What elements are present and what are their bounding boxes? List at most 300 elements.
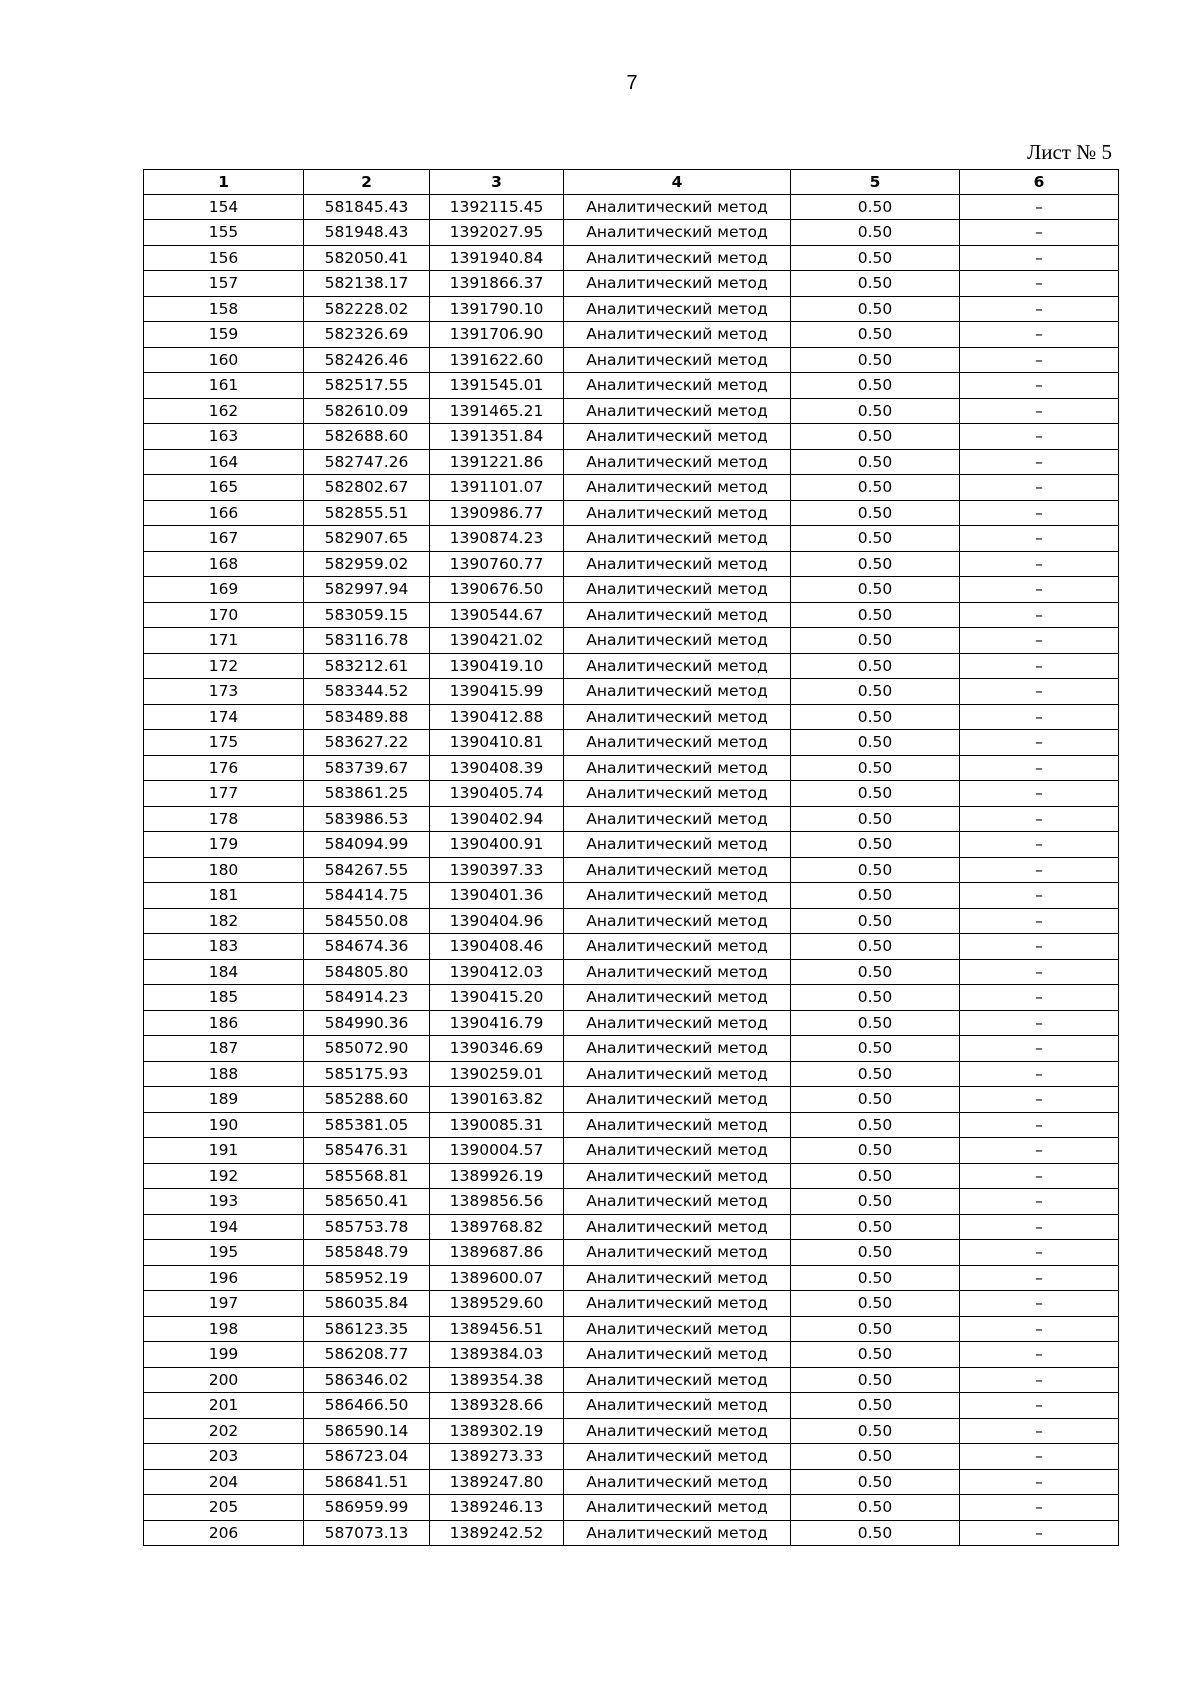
method-cell: Аналитический метод [564,1010,791,1036]
table-row [144,475,1119,501]
table-row [144,1520,1119,1546]
y-coordinate-cell: 1391706.90 [430,322,564,348]
note-cell: – [960,271,1119,297]
y-coordinate-cell: 1389247.80 [430,1469,564,1495]
point-number-cell: 201 [144,1393,304,1419]
table-row [144,806,1119,832]
y-coordinate-cell: 1390405.74 [430,781,564,807]
accuracy-cell: 0.50 [791,883,960,909]
y-coordinate-cell: 1391545.01 [430,373,564,399]
note-cell: – [960,398,1119,424]
accuracy-cell: 0.50 [791,730,960,756]
method-cell: Аналитический метод [564,424,791,450]
accuracy-cell: 0.50 [791,398,960,424]
accuracy-cell: 0.50 [791,1036,960,1062]
x-coordinate-cell: 586035.84 [304,1291,430,1317]
note-cell: – [960,296,1119,322]
accuracy-cell: 0.50 [791,832,960,858]
accuracy-cell: 0.50 [791,1112,960,1138]
accuracy-cell: 0.50 [791,220,960,246]
method-cell: Аналитический метод [564,832,791,858]
accuracy-cell: 0.50 [791,1240,960,1266]
accuracy-cell: 0.50 [791,424,960,450]
note-cell: – [960,1010,1119,1036]
point-number-cell: 184 [144,959,304,985]
point-number-cell: 182 [144,908,304,934]
point-number-cell: 192 [144,1163,304,1189]
y-coordinate-cell: 1391940.84 [430,245,564,271]
x-coordinate-cell: 583627.22 [304,730,430,756]
table-row [144,1342,1119,1368]
point-number-cell: 195 [144,1240,304,1266]
point-number-cell: 171 [144,628,304,654]
method-cell: Аналитический метод [564,755,791,781]
point-number-cell: 199 [144,1342,304,1368]
point-number-cell: 197 [144,1291,304,1317]
point-number-cell: 185 [144,985,304,1011]
y-coordinate-cell: 1391351.84 [430,424,564,450]
accuracy-cell: 0.50 [791,1393,960,1419]
x-coordinate-cell: 583116.78 [304,628,430,654]
accuracy-cell: 0.50 [791,347,960,373]
note-cell: – [960,1138,1119,1164]
x-coordinate-cell: 582326.69 [304,322,430,348]
column-header-5: 5 [791,170,960,195]
table-row [144,1138,1119,1164]
accuracy-cell: 0.50 [791,1291,960,1317]
point-number-cell: 178 [144,806,304,832]
y-coordinate-cell: 1389302.19 [430,1418,564,1444]
method-cell: Аналитический метод [564,551,791,577]
method-cell: Аналитический метод [564,1469,791,1495]
x-coordinate-cell: 585568.81 [304,1163,430,1189]
method-cell: Аналитический метод [564,959,791,985]
point-number-cell: 194 [144,1214,304,1240]
column-header-2: 2 [304,170,430,195]
method-cell: Аналитический метод [564,1342,791,1368]
y-coordinate-cell: 1390760.77 [430,551,564,577]
accuracy-cell: 0.50 [791,1010,960,1036]
x-coordinate-cell: 586466.50 [304,1393,430,1419]
note-cell: – [960,1520,1119,1546]
table-row [144,398,1119,424]
y-coordinate-cell: 1389456.51 [430,1316,564,1342]
x-coordinate-cell: 585476.31 [304,1138,430,1164]
column-header-1: 1 [144,170,304,195]
method-cell: Аналитический метод [564,653,791,679]
x-coordinate-cell: 582688.60 [304,424,430,450]
page-number: 7 [626,72,638,94]
note-cell: – [960,806,1119,832]
table-row [144,1214,1119,1240]
y-coordinate-cell: 1390408.39 [430,755,564,781]
y-coordinate-cell: 1391221.86 [430,449,564,475]
point-number-cell: 177 [144,781,304,807]
y-coordinate-cell: 1389687.86 [430,1240,564,1266]
y-coordinate-cell: 1389600.07 [430,1265,564,1291]
table-row [144,271,1119,297]
x-coordinate-cell: 583739.67 [304,755,430,781]
method-cell: Аналитический метод [564,398,791,424]
method-cell: Аналитический метод [564,1163,791,1189]
y-coordinate-cell: 1390412.03 [430,959,564,985]
point-number-cell: 191 [144,1138,304,1164]
x-coordinate-cell: 581948.43 [304,220,430,246]
accuracy-cell: 0.50 [791,577,960,603]
y-coordinate-cell: 1390401.36 [430,883,564,909]
table-row [144,1036,1119,1062]
y-coordinate-cell: 1390259.01 [430,1061,564,1087]
table-row [144,1444,1119,1470]
accuracy-cell: 0.50 [791,1495,960,1521]
method-cell: Аналитический метод [564,373,791,399]
x-coordinate-cell: 584674.36 [304,934,430,960]
x-coordinate-cell: 582907.65 [304,526,430,552]
accuracy-cell: 0.50 [791,373,960,399]
point-number-cell: 188 [144,1061,304,1087]
accuracy-cell: 0.50 [791,934,960,960]
column-header-3: 3 [430,170,564,195]
x-coordinate-cell: 586959.99 [304,1495,430,1521]
x-coordinate-cell: 587073.13 [304,1520,430,1546]
y-coordinate-cell: 1390410.81 [430,730,564,756]
point-number-cell: 154 [144,194,304,220]
coordinates-table [143,169,1119,1546]
note-cell: – [960,1291,1119,1317]
accuracy-cell: 0.50 [791,806,960,832]
accuracy-cell: 0.50 [791,271,960,297]
accuracy-cell: 0.50 [791,602,960,628]
method-cell: Аналитический метод [564,1418,791,1444]
method-cell: Аналитический метод [564,1214,791,1240]
x-coordinate-cell: 586590.14 [304,1418,430,1444]
x-coordinate-cell: 585952.19 [304,1265,430,1291]
x-coordinate-cell: 585072.90 [304,1036,430,1062]
method-cell: Аналитический метод [564,908,791,934]
y-coordinate-cell: 1389273.33 [430,1444,564,1470]
y-coordinate-cell: 1390415.99 [430,679,564,705]
accuracy-cell: 0.50 [791,1469,960,1495]
point-number-cell: 169 [144,577,304,603]
note-cell: – [960,1087,1119,1113]
table-row [144,500,1119,526]
accuracy-cell: 0.50 [791,1061,960,1087]
point-number-cell: 202 [144,1418,304,1444]
y-coordinate-cell: 1390004.57 [430,1138,564,1164]
accuracy-cell: 0.50 [791,1214,960,1240]
method-cell: Аналитический метод [564,1138,791,1164]
accuracy-cell: 0.50 [791,704,960,730]
x-coordinate-cell: 582517.55 [304,373,430,399]
x-coordinate-cell: 585848.79 [304,1240,430,1266]
accuracy-cell: 0.50 [791,1087,960,1113]
x-coordinate-cell: 586208.77 [304,1342,430,1368]
note-cell: – [960,475,1119,501]
point-number-cell: 172 [144,653,304,679]
accuracy-cell: 0.50 [791,1520,960,1546]
x-coordinate-cell: 584805.80 [304,959,430,985]
method-cell: Аналитический метод [564,1036,791,1062]
y-coordinate-cell: 1392027.95 [430,220,564,246]
method-cell: Аналитический метод [564,1495,791,1521]
point-number-cell: 163 [144,424,304,450]
table-row [144,755,1119,781]
method-cell: Аналитический метод [564,934,791,960]
method-cell: Аналитический метод [564,1316,791,1342]
x-coordinate-cell: 582050.41 [304,245,430,271]
point-number-cell: 168 [144,551,304,577]
y-coordinate-cell: 1390163.82 [430,1087,564,1113]
note-cell: – [960,1342,1119,1368]
point-number-cell: 166 [144,500,304,526]
table-row [144,1010,1119,1036]
table-row [144,1469,1119,1495]
note-cell: – [960,322,1119,348]
accuracy-cell: 0.50 [791,679,960,705]
method-cell: Аналитический метод [564,296,791,322]
y-coordinate-cell: 1390544.67 [430,602,564,628]
point-number-cell: 205 [144,1495,304,1521]
accuracy-cell: 0.50 [791,194,960,220]
point-number-cell: 167 [144,526,304,552]
x-coordinate-cell: 583986.53 [304,806,430,832]
point-number-cell: 200 [144,1367,304,1393]
x-coordinate-cell: 582959.02 [304,551,430,577]
note-cell: – [960,1316,1119,1342]
table-row [144,602,1119,628]
x-coordinate-cell: 582138.17 [304,271,430,297]
point-number-cell: 156 [144,245,304,271]
y-coordinate-cell: 1389328.66 [430,1393,564,1419]
x-coordinate-cell: 586723.04 [304,1444,430,1470]
accuracy-cell: 0.50 [791,628,960,654]
table-row [144,220,1119,246]
y-coordinate-cell: 1390676.50 [430,577,564,603]
y-coordinate-cell: 1389926.19 [430,1163,564,1189]
note-cell: – [960,1265,1119,1291]
table-row [144,653,1119,679]
method-cell: Аналитический метод [564,781,791,807]
note-cell: – [960,424,1119,450]
accuracy-cell: 0.50 [791,296,960,322]
note-cell: – [960,883,1119,909]
note-cell: – [960,347,1119,373]
x-coordinate-cell: 585175.93 [304,1061,430,1087]
method-cell: Аналитический метод [564,806,791,832]
table-row [144,934,1119,960]
y-coordinate-cell: 1391622.60 [430,347,564,373]
y-coordinate-cell: 1390415.20 [430,985,564,1011]
note-cell: – [960,1112,1119,1138]
accuracy-cell: 0.50 [791,526,960,552]
accuracy-cell: 0.50 [791,1342,960,1368]
table-row [144,985,1119,1011]
x-coordinate-cell: 584094.99 [304,832,430,858]
table-row [144,1291,1119,1317]
method-cell: Аналитический метод [564,1189,791,1215]
method-cell: Аналитический метод [564,679,791,705]
y-coordinate-cell: 1389856.56 [430,1189,564,1215]
point-number-cell: 187 [144,1036,304,1062]
y-coordinate-cell: 1389242.52 [430,1520,564,1546]
x-coordinate-cell: 582610.09 [304,398,430,424]
table-row [144,1367,1119,1393]
accuracy-cell: 0.50 [791,1189,960,1215]
table-row [144,781,1119,807]
accuracy-cell: 0.50 [791,1444,960,1470]
table-row [144,194,1119,220]
note-cell: – [960,194,1119,220]
method-cell: Аналитический метод [564,526,791,552]
point-number-cell: 160 [144,347,304,373]
method-cell: Аналитический метод [564,449,791,475]
table-row [144,730,1119,756]
table-row [144,1061,1119,1087]
point-number-cell: 179 [144,832,304,858]
x-coordinate-cell: 583489.88 [304,704,430,730]
point-number-cell: 181 [144,883,304,909]
point-number-cell: 158 [144,296,304,322]
note-cell: – [960,526,1119,552]
y-coordinate-cell: 1390408.46 [430,934,564,960]
accuracy-cell: 0.50 [791,1138,960,1164]
note-cell: – [960,1469,1119,1495]
accuracy-cell: 0.50 [791,959,960,985]
point-number-cell: 183 [144,934,304,960]
method-cell: Аналитический метод [564,1444,791,1470]
note-cell: – [960,959,1119,985]
table-row [144,526,1119,552]
method-cell: Аналитический метод [564,1265,791,1291]
note-cell: – [960,832,1119,858]
table-row [144,1163,1119,1189]
x-coordinate-cell: 582802.67 [304,475,430,501]
accuracy-cell: 0.50 [791,449,960,475]
method-cell: Аналитический метод [564,577,791,603]
accuracy-cell: 0.50 [791,1418,960,1444]
method-cell: Аналитический метод [564,1087,791,1113]
point-number-cell: 157 [144,271,304,297]
accuracy-cell: 0.50 [791,322,960,348]
y-coordinate-cell: 1390986.77 [430,500,564,526]
column-header-4: 4 [564,170,791,195]
point-number-cell: 162 [144,398,304,424]
y-coordinate-cell: 1389768.82 [430,1214,564,1240]
point-number-cell: 206 [144,1520,304,1546]
x-coordinate-cell: 583212.61 [304,653,430,679]
x-coordinate-cell: 581845.43 [304,194,430,220]
method-cell: Аналитический метод [564,985,791,1011]
note-cell: – [960,1061,1119,1087]
point-number-cell: 173 [144,679,304,705]
y-coordinate-cell: 1390412.88 [430,704,564,730]
table-row [144,551,1119,577]
point-number-cell: 176 [144,755,304,781]
accuracy-cell: 0.50 [791,781,960,807]
x-coordinate-cell: 584414.75 [304,883,430,909]
note-cell: – [960,1189,1119,1215]
x-coordinate-cell: 582228.02 [304,296,430,322]
method-cell: Аналитический метод [564,245,791,271]
note-cell: – [960,220,1119,246]
note-cell: – [960,1163,1119,1189]
table-row [144,704,1119,730]
y-coordinate-cell: 1389354.38 [430,1367,564,1393]
table-row [144,424,1119,450]
point-number-cell: 190 [144,1112,304,1138]
y-coordinate-cell: 1390421.02 [430,628,564,654]
table-row [144,449,1119,475]
point-number-cell: 155 [144,220,304,246]
note-cell: – [960,1418,1119,1444]
method-cell: Аналитический метод [564,857,791,883]
note-cell: – [960,1214,1119,1240]
note-cell: – [960,500,1119,526]
x-coordinate-cell: 584267.55 [304,857,430,883]
method-cell: Аналитический метод [564,271,791,297]
table-header-row [144,170,1119,195]
method-cell: Аналитический метод [564,1061,791,1087]
accuracy-cell: 0.50 [791,500,960,526]
y-coordinate-cell: 1390874.23 [430,526,564,552]
note-cell: – [960,602,1119,628]
accuracy-cell: 0.50 [791,1316,960,1342]
y-coordinate-cell: 1391790.10 [430,296,564,322]
note-cell: – [960,704,1119,730]
table-row [144,245,1119,271]
note-cell: – [960,373,1119,399]
method-cell: Аналитический метод [564,602,791,628]
note-cell: – [960,1240,1119,1266]
method-cell: Аналитический метод [564,347,791,373]
y-coordinate-cell: 1391866.37 [430,271,564,297]
table-row [144,883,1119,909]
note-cell: – [960,781,1119,807]
method-cell: Аналитический метод [564,1367,791,1393]
y-coordinate-cell: 1391465.21 [430,398,564,424]
table-row [144,857,1119,883]
point-number-cell: 161 [144,373,304,399]
table-row [144,1418,1119,1444]
sheet-label: Лист № 5 [1026,140,1112,164]
table-row [144,1265,1119,1291]
x-coordinate-cell: 582997.94 [304,577,430,603]
table-row [144,628,1119,654]
accuracy-cell: 0.50 [791,985,960,1011]
point-number-cell: 174 [144,704,304,730]
note-cell: – [960,449,1119,475]
x-coordinate-cell: 582426.46 [304,347,430,373]
x-coordinate-cell: 584914.23 [304,985,430,1011]
note-cell: – [960,1444,1119,1470]
method-cell: Аналитический метод [564,730,791,756]
point-number-cell: 203 [144,1444,304,1470]
note-cell: – [960,577,1119,603]
method-cell: Аналитический метод [564,628,791,654]
method-cell: Аналитический метод [564,322,791,348]
note-cell: – [960,985,1119,1011]
accuracy-cell: 0.50 [791,908,960,934]
method-cell: Аналитический метод [564,704,791,730]
accuracy-cell: 0.50 [791,551,960,577]
method-cell: Аналитический метод [564,883,791,909]
y-coordinate-cell: 1390404.96 [430,908,564,934]
accuracy-cell: 0.50 [791,1265,960,1291]
method-cell: Аналитический метод [564,1520,791,1546]
method-cell: Аналитический метод [564,475,791,501]
table-row [144,959,1119,985]
x-coordinate-cell: 585650.41 [304,1189,430,1215]
